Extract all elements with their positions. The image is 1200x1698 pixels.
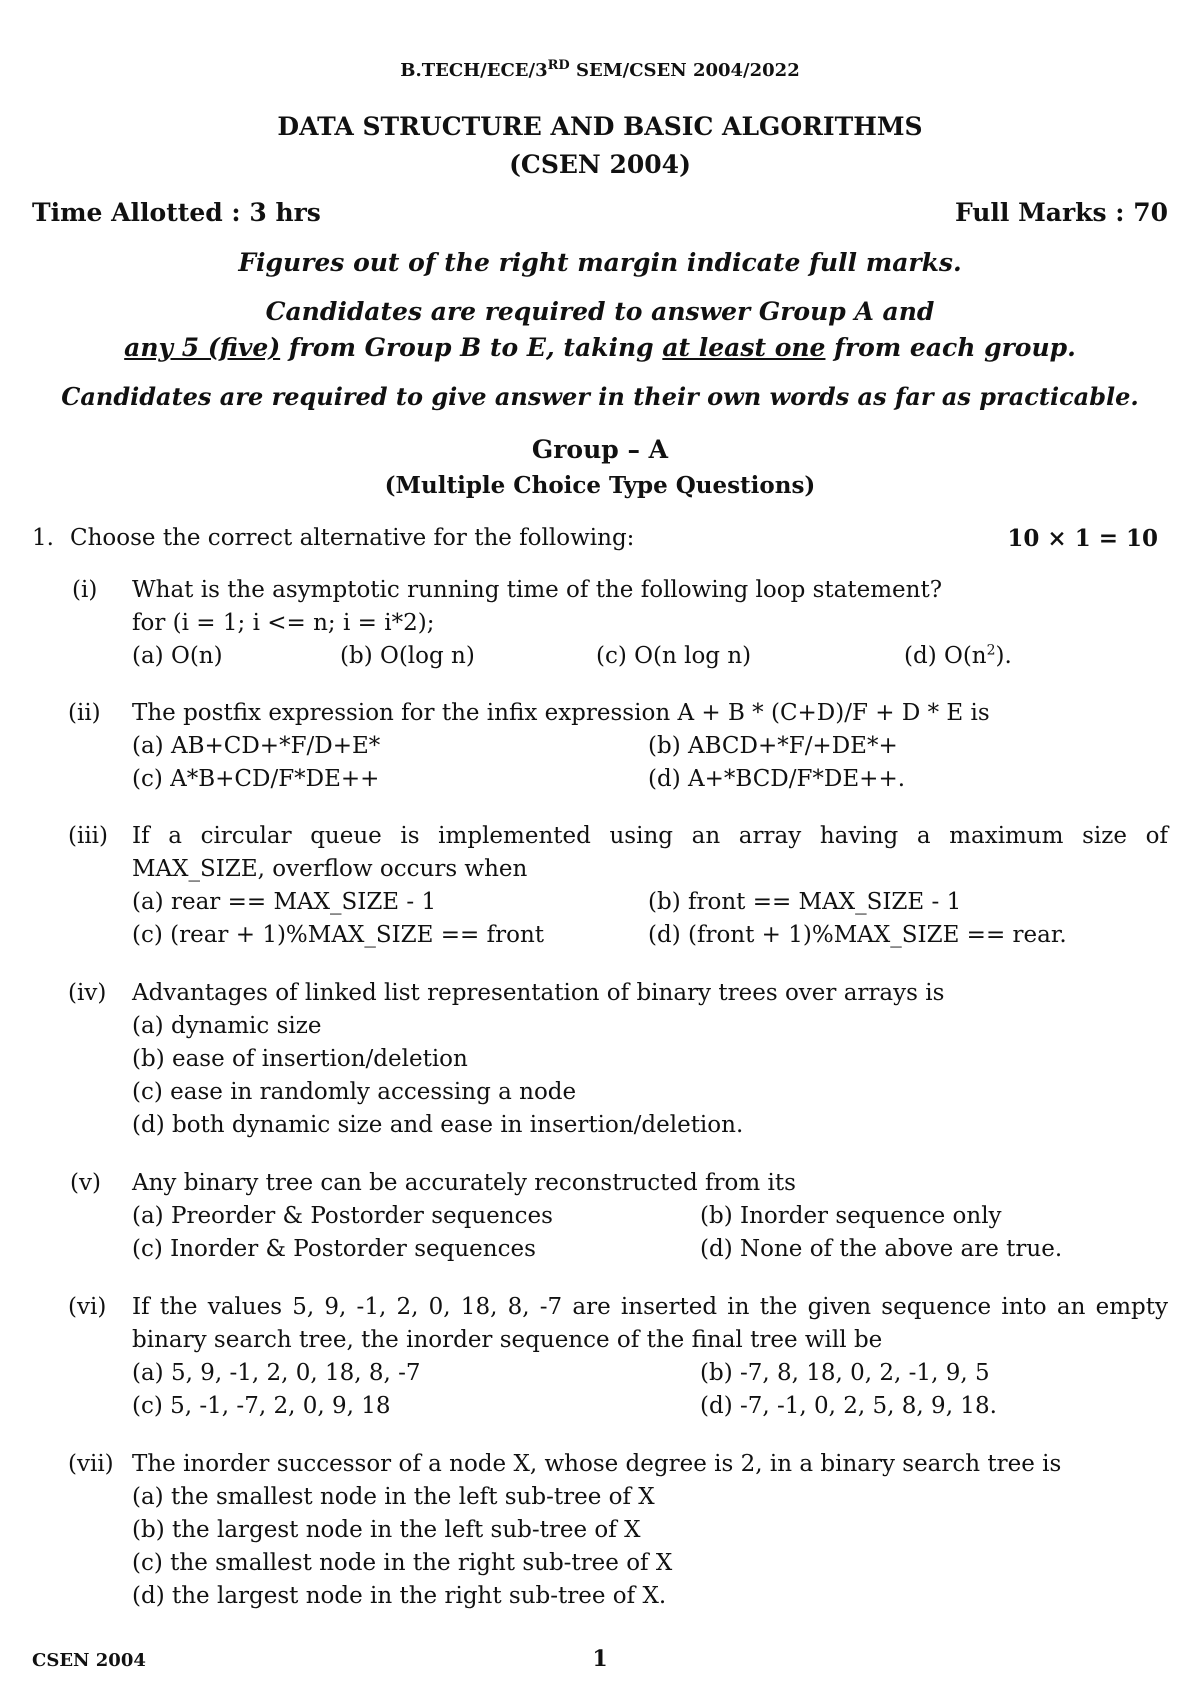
option-a: (a) dynamic size [132, 1013, 322, 1039]
option-c: (c) O(n log n) [596, 643, 752, 669]
full-marks: Full Marks : 70 [954, 198, 1168, 227]
question-number: 1. [32, 525, 54, 551]
option-a: (a) 5, 9, -1, 2, 0, 18, 8, -7 [132, 1360, 421, 1386]
option-c: (c) A*B+CD/F*DE++ [132, 766, 380, 792]
item-text-continued: binary search tree, the inorder sequence of the final tree will be [132, 1327, 883, 1353]
item-text: Any binary tree can be accurately reconstructed from its [132, 1170, 796, 1196]
option-b: (b) ABCD+*F/+DE*+ [648, 733, 898, 759]
question-marks: 10 × 1 = 10 [1007, 525, 1158, 552]
time-allotted: Time Allotted : 3 hrs [32, 198, 321, 227]
item-text: The inorder successor of a node X, whose degree is 2, in a binary search tree is [132, 1451, 1062, 1477]
option-b: (b) front == MAX_SIZE - 1 [648, 889, 962, 915]
instruction-answer: Candidates are required to answer Group A and [265, 297, 935, 326]
group-title: Group – A [531, 435, 669, 464]
option-c: (c) ease in randomly accessing a node [132, 1079, 577, 1105]
page-title: DATA STRUCTURE AND BASIC ALGORITHMS [277, 112, 923, 141]
option-c: (c) the smallest node in the right sub-tree of X [132, 1550, 673, 1576]
item-label: (v) [70, 1170, 101, 1196]
item-text: The postfix expression for the infix expression A + B * (C+D)/F + D * E is [132, 700, 990, 726]
instruction-groups: any 5 (five) from Group B to E, taking at least one from each group. [124, 333, 1076, 362]
option-b: (b) O(log n) [340, 643, 475, 669]
option-a: (a) AB+CD+*F/D+E* [132, 733, 381, 759]
instruction-own-words: Candidates are required to give answer in their own words as far as practicable. [61, 382, 1139, 411]
item-label: (ii) [68, 700, 101, 726]
page-number: 1 [592, 1646, 608, 1672]
item-label: (vi) [68, 1294, 107, 1320]
item-label: (iv) [68, 980, 107, 1006]
option-d: (d) both dynamic size and ease in insertion/deletion. [132, 1112, 744, 1138]
instruction-marks: Figures out of the right margin indicate full marks. [238, 248, 962, 277]
footer-code: CSEN 2004 [32, 1650, 146, 1671]
option-b: (b) Inorder sequence only [700, 1203, 1002, 1229]
item-text: If the values 5, 9, -1, 2, 0, 18, 8, -7 are inserted in the given sequence into an empty [132, 1294, 1168, 1320]
item-text: If a circular queue is implemented using an array having a maximum size of [132, 823, 1168, 849]
item-code: for (i = 1; i <= n; i = i*2); [132, 610, 435, 636]
option-d: (d) -7, -1, 0, 2, 5, 8, 9, 18. [700, 1393, 997, 1419]
option-a: (a) Preorder & Postorder sequences [132, 1203, 553, 1229]
item-text: Advantages of linked list representation of binary trees over arrays is [132, 980, 945, 1006]
option-a: (a) rear == MAX_SIZE - 1 [132, 889, 437, 915]
question-prompt: Choose the correct alternative for the following: [70, 525, 635, 551]
option-d: (d) None of the above are true. [700, 1236, 1063, 1262]
item-text: What is the asymptotic running time of the following loop statement? [132, 577, 943, 603]
course-code: B.TECH/ECE/3RD SEM/CSEN 2004/2022 [400, 58, 800, 81]
item-label: (vii) [68, 1451, 114, 1477]
option-d: (d) the largest node in the right sub-tree of X. [132, 1583, 667, 1609]
option-a: (a) O(n) [132, 643, 223, 669]
item-text-continued: MAX_SIZE, overflow occurs when [132, 856, 528, 882]
option-b: (b) ease of insertion/deletion [132, 1046, 468, 1072]
option-d: (d) $O(n^2)$. [904, 642, 1012, 669]
option-b: (b) -7, 8, 18, 0, 2, -1, 9, 5 [700, 1360, 990, 1386]
option-c: (c) Inorder & Postorder sequences [132, 1236, 536, 1262]
option-c: (c) 5, -1, -7, 2, 0, 9, 18 [132, 1393, 391, 1419]
subject-code: (CSEN 2004) [509, 150, 691, 179]
item-label: (i) [72, 577, 98, 603]
option-a: (a) the smallest node in the left sub-tree of X [132, 1484, 655, 1510]
item-label: (iii) [68, 823, 109, 849]
option-b: (b) the largest node in the left sub-tree of X [132, 1517, 641, 1543]
option-c: (c) (rear + 1)%MAX_SIZE == front [132, 922, 545, 948]
option-d: (d) A+*BCD/F*DE++. [648, 766, 906, 792]
group-subtitle: (Multiple Choice Type Questions) [384, 472, 816, 499]
option-d: (d) (front + 1)%MAX_SIZE == rear. [648, 922, 1067, 948]
